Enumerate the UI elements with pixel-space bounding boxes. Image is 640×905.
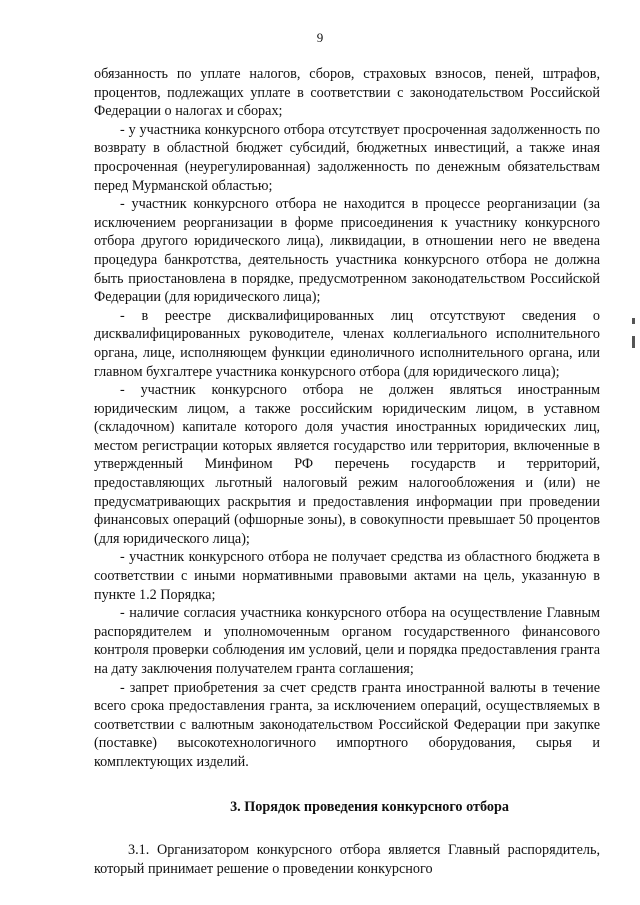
paragraph-no-other-funds: - участник конкурсного отбора не получает средства из областного бюджета в соответствии с иными нормативными правовыми актами на цель, указанную в пункте 1.2 Порядка; <box>94 549 600 603</box>
section-title: 3. Порядок проведения конкурсного отбора <box>230 798 509 815</box>
paragraph-no-reorganization: - участник конкурсного отбора не находится в процессе реорганизации (за исключением реорганизации в форме присоединения к участнику конкурсного отбора другого юридического лица), ликвидации, в отношении него не введена процедура банкротства, деятельность участника конкурсного отбора не должна быть приостановлена в порядке, предусмотренном законодательством Российской Федерации (для юридического лица); <box>94 196 600 306</box>
page-number: 9 <box>316 30 324 45</box>
scan-edge-mark <box>632 336 635 348</box>
paragraph-not-foreign-entity: - участник конкурсного отбора не должен являться иностранным юридическим лицом, а также российским юридическим лицом, в уставном (складочном) капитале которого доля участия иностранных юридических лиц, местом регистрации которых является государство или территория, включенные в утвержденный Минфином РФ перечень государств и территорий, предоставляющих льготный налоговый режим налогообложения и (или) не предусматривающих раскрытия и предоставления информации при проведении финансовых операций (офшорные зоны), в совокупности превышает 50 процентов (для юридического лица); <box>94 382 600 547</box>
paragraph-consent-to-audit: - наличие согласия участника конкурсного отбора на осуществление Главным распорядителем и уполномоченным органом государственного финансового контроля проверки соблюдения им условий, цели и порядка предоставления гранта на дату заключения получателем гранта соглашения; <box>94 605 600 677</box>
paragraph-no-debt: - у участника конкурсного отбора отсутствует просроченная задолженность по возврату в областной бюджет субсидий, бюджетных инвестиций, а также иная просроченная (неурегулированная) задолженность по денежным обязательствам перед Мурманской областью; <box>94 121 600 194</box>
scan-edge-mark <box>632 318 635 324</box>
paragraph-continuation: обязанность по уплате налогов, сборов, страховых взносов, пеней, штрафов, процентов, подлежащих уплате в соответствии с законодательством Российской Федерации о налогах и сборах; <box>94 66 600 120</box>
document-body <box>94 65 600 878</box>
paragraph-currency-ban: - запрет приобретения за счет средств гранта иностранной валюты в течение всего срока предоставления гранта, за исключением операций, осуществляемых в соответствии с валютным законодательством Российской Федерации при закупке (поставке) высокотехнологичного импортного оборудования, сырья и комплектующих изделий. <box>94 679 600 770</box>
paragraph-disqualified-registry: - в реестре дисквалифицированных лиц отсутствуют сведения о дисквалифицированных руководителе, членах коллегиального исполнительного органа, лице, исполняющем функции единоличного исполнительного органа, или главном бухгалтере участника конкурсного отбора (для юридического лица); <box>94 307 600 380</box>
section-paragraph-3-1: 3.1. Организатором конкурсного отбора является Главный распорядитель, который принимает решение о проведении конкурсного <box>94 842 600 877</box>
